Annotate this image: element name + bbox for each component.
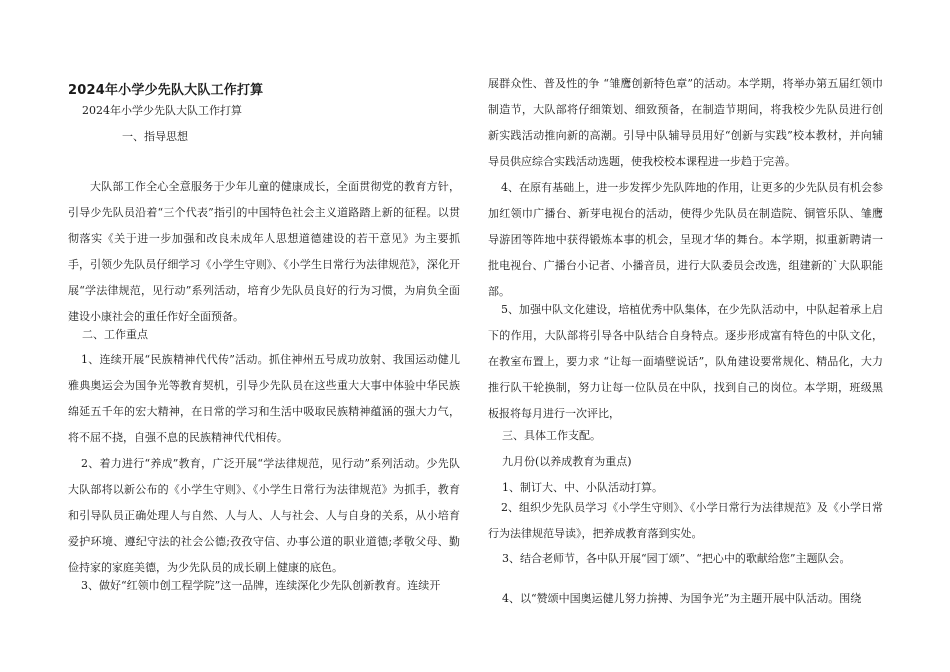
paragraph-focus-2: 2、着力进行“养成”教育，广泛开展“学法律规范，见行动”系列活动。少先队大队部将以新公布的《小学生守则》、《小学生日常行为法律规范》为抓手，教育和引导队员正确处理人与自然、人与人、人与社会、人与自身的关系，从小培育爱护环境、遵纪守法的社会公德;孜孜守信、办事公道的职业道德;孝敬父母、勤俭持家的家庭美德，为少先队员的成长刷上健康的底色。 bbox=[68, 457, 460, 574]
september-item-1: 1、制订大、中、小队活动打算。 bbox=[502, 481, 663, 494]
september-item-4: 4、以“赞颂中国奥运健儿努力拚搏、为国争光”为主题开展中队活动。围绕 bbox=[502, 592, 862, 605]
paragraph-focus-3: 3、做好“红领巾创工程学院”这一品牌，连续深化少先队创新教育。连续开 bbox=[81, 579, 441, 592]
september-item-2: 2、组织少先队员学习《小学生守则》、《小学日常行为法律规范》及《小学日常行为法律规范导读》，把养成教育落到实处。 bbox=[488, 501, 883, 540]
paragraph-guiding: 大队部工作全心全意服务于少年儿童的健康成长，全面贯彻党的教育方针，引导少先队员沿着“三个代表”指引的中国特色社会主义道路踏上新的征程。以贯彻落实《关于进一步加强和改良未成年人思想道德建设的若干意见》为主要抓手，引领少先队员仔细学习《小学生守则》、《小学生日常行为法律规范》，深化开展“学法律规范，见行动”系列活动，培育少先队员良好的行为习惯，为肩负全面建设小康社会的重任作好全面预备。 bbox=[68, 180, 460, 323]
september-item-3: 3、结合老师节，各中队开展“园丁颂”、“把心中的歌献给您”主题队会。 bbox=[502, 552, 851, 565]
paragraph-focus-5: 5、加强中队文化建设，培植优秀中队集体，在少先队活动中，中队起着承上启下的作用，大队部将引导各中队结合自身特点。逐步形成富有特色的中队文化，在教室布置上，要力求 “让每一面墙壁说话”，队角建设要常规化、精品化，大力推行队干轮换制，努力让每一位队员在中队，找到自己的岗位。本学期，班级黑板报将每月进行一次评比， bbox=[488, 303, 883, 420]
document-title: 2024年小学少先队大队工作打算 bbox=[68, 83, 264, 98]
paragraph-focus-4: 4、在原有基础上，进一步发挥少先队阵地的作用，让更多的少先队员有机会参加红领巾广播台、新芽电视台的活动，使得少先队员在制造院、铜管乐队、雏鹰导游团等阵地中获得锻炼本事的机会，呈现才华的舞台。本学期，拟重新聘请一批电视台、广播台小记者、小播音员，进行大队委员会改选，组建新的`大队职能部。 bbox=[488, 181, 883, 298]
section-heading-guiding: 一、指导思想 bbox=[122, 130, 188, 143]
section-heading-focus: 二、工作重点 bbox=[82, 328, 148, 341]
month-heading-september: 九月份(以养成教育为重点) bbox=[502, 455, 632, 468]
section-heading-schedule: 三、具体工作支配。 bbox=[502, 429, 601, 442]
paragraph-focus-1: 1、连续开展“民族精神代代传”活动。抓住神州五号成功放射、我国运动健儿雅典奥运会为国争光等教育契机，引导少先队员在这些重大大事中体验中华民族绵延五千年的宏大精神，在日常的学习和生活中吸取民族精神蕴涵的强大力气，将不屈不挠，自强不息的民族精神代代相传。 bbox=[68, 353, 460, 444]
document-subtitle: 2024年小学少先队大队工作打算 bbox=[82, 104, 242, 117]
paragraph-focus-3-continued: 展群众性、普及性的争 “雏鹰创新特色章”的活动。本学期，将举办第五届红领巾制造节，大队部将仔细策划、细致预备，在制造节期间，将我校少先队员进行创新实践活动推向新的高潮。引导中队辅导员用好“创新与实践”校本教材，并向辅导员供应综合实践活动选题，使我校校本课程进一步趋于完善。 bbox=[488, 77, 883, 168]
